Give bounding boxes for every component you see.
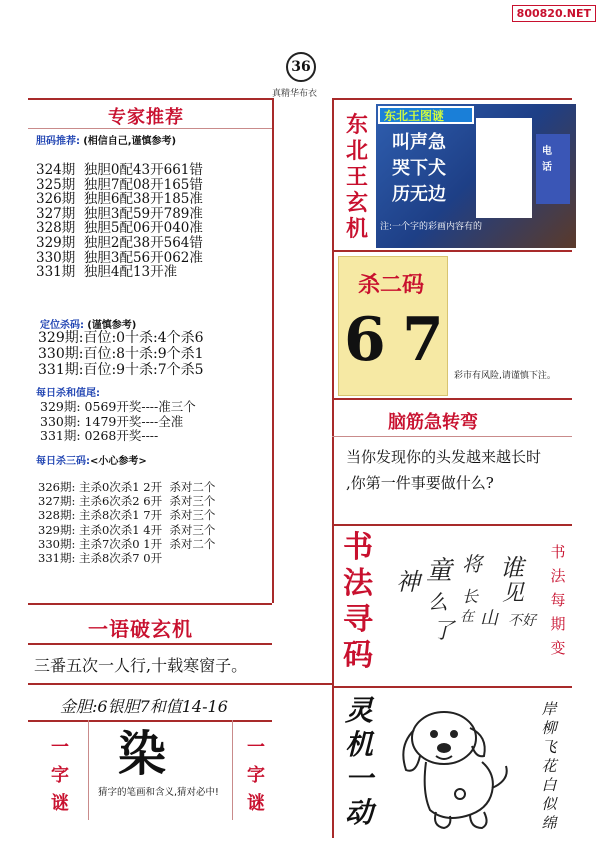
lingji-poem <box>538 700 560 833</box>
pos-header <box>40 316 136 331</box>
dan-note: (相信自己,谨慎参考) <box>83 136 177 147</box>
calligraphy-title-char: 寻 <box>343 602 373 637</box>
riddle-character: 染 <box>118 726 167 782</box>
dongbei-picture <box>376 104 576 248</box>
dongbei-char: 玄 <box>345 190 368 216</box>
script-char: 好 <box>522 613 536 629</box>
dongbei-vertical-title <box>344 112 370 242</box>
brain-question-line: ,你第一件事要做什么? <box>346 474 494 492</box>
side-char: 字 <box>247 765 265 786</box>
lingji-poem-char: 飞 <box>541 738 557 756</box>
daily-label: 每日杀和值尾: <box>36 388 100 399</box>
kill3-row: 328期: 主杀8次杀1 7开 杀对三个 <box>38 508 216 523</box>
lingji-poem-char: 绵 <box>541 814 557 832</box>
pos-label: 定位杀码: <box>40 320 84 331</box>
dongbei-note: 注:一个字的彩画内容有的 <box>380 222 483 232</box>
poem-line: 历无边 <box>392 184 446 205</box>
dongbei-char: 王 <box>345 164 368 190</box>
script-char: 长 <box>462 587 479 606</box>
daily-row: 330期: 1479开奖----全准 <box>40 413 184 429</box>
kill2-title: 杀二码 <box>358 272 425 298</box>
phone-char: 电 <box>542 146 552 157</box>
lingji-title <box>342 694 376 830</box>
side-char: 谜 <box>51 793 69 814</box>
poem-line: 叫声急 <box>392 132 446 153</box>
word-riddle-right <box>244 734 268 818</box>
kill3-header <box>36 452 147 467</box>
pos-list <box>38 330 204 378</box>
script-char: 神 <box>396 568 420 596</box>
daily-row: 329期: 0569开奖----准三个 <box>40 399 196 414</box>
script-char: 么 <box>428 590 448 614</box>
script-char: 谁 <box>500 554 524 582</box>
script-char: 见 <box>502 581 525 606</box>
riddle-hint: 猜字的笔画和含义,猜对必中! <box>98 787 219 798</box>
side-char: 谜 <box>247 793 265 814</box>
pos-row: 329期:百位:0十杀:4个杀6 <box>38 330 204 346</box>
lingji-char: 灵 <box>344 694 373 727</box>
dongbei-char: 机 <box>345 216 368 242</box>
pos-row: 330期:百位:8十杀:9个杀1 <box>38 346 204 362</box>
daily-list <box>40 400 196 444</box>
calligraphy-side-char: 变 <box>550 639 566 657</box>
side-char: 一 <box>51 737 69 758</box>
lingji-char: 动 <box>344 796 373 829</box>
dan-row: 330期 独胆3配56开062准 <box>36 249 203 266</box>
calligraphy-title-char: 法 <box>343 566 373 601</box>
kill3-note: <小心参考> <box>90 456 147 467</box>
dan-row: 331期 独胆4配13开准 <box>36 264 178 281</box>
dongbei-poem <box>392 130 446 208</box>
calligraphy-side-char: 期 <box>550 615 566 633</box>
calligraphy-title-char: 码 <box>343 638 373 673</box>
kill3-list <box>38 480 215 565</box>
dan-row: 327期 独胆3配59开789准 <box>36 205 203 222</box>
dan-row: 324期 独胆0配43开661错 <box>36 162 203 178</box>
script-char: 不 <box>508 613 522 629</box>
calligraphy-title <box>340 530 376 674</box>
pos-note: (谨慎参考) <box>87 320 137 331</box>
gold-silver-line: 金胆:6银胆7和值14-16 <box>60 697 228 716</box>
dan-list <box>36 163 203 280</box>
dongbei-char: 北 <box>345 138 368 164</box>
photo-white-block <box>476 118 532 218</box>
script-char: 在 <box>460 609 474 625</box>
expert-title: 专家推荐 <box>108 107 184 128</box>
logo-number: 36 <box>291 59 311 75</box>
dan-header <box>36 132 176 147</box>
dan-label: 胆码推荐: <box>36 136 80 147</box>
calligraphy-side-char: 每 <box>550 591 566 609</box>
lingji-poem-char: 白 <box>541 776 557 794</box>
brain-title: 脑筋急转弯 <box>388 412 478 433</box>
word-riddle-left <box>48 734 72 818</box>
site-watermark: 800820.NET <box>512 5 596 22</box>
phone-label <box>542 144 552 176</box>
phone-char: 话 <box>542 162 552 173</box>
brain-question-line: 当你发现你的头发越来越长时 <box>346 448 542 466</box>
dan-row: 326期 独胆6配38开185准 <box>36 191 203 208</box>
calligraphy-side <box>548 540 568 660</box>
lingji-char: 机 <box>344 728 373 761</box>
script-char: 童 <box>426 556 453 586</box>
kill2-digit: 6 <box>344 305 386 375</box>
brain-question <box>346 444 541 496</box>
calligraphy-side-char: 法 <box>550 567 566 585</box>
dongbei-char: 东 <box>345 112 368 138</box>
kill3-row: 330期: 主杀7次杀0 1开 杀对二个 <box>38 536 216 551</box>
lingji-char: 一 <box>344 762 373 795</box>
calligraphy-title-char: 书 <box>343 530 373 565</box>
kill3-row: 331期: 主杀8次杀7 0开 <box>38 551 163 566</box>
logo-emblem <box>286 52 316 82</box>
logo-caption: 真精华布衣 <box>272 89 318 99</box>
daily-row: 331期: 0268开奖---- <box>40 428 159 443</box>
side-char: 一 <box>247 737 265 758</box>
kill3-row: 329期: 主杀0次杀1 4开 杀对三个 <box>38 522 216 537</box>
script-char: 山 <box>480 608 498 629</box>
dongbei-banner-text: 东北王图谜 <box>384 109 445 123</box>
script-char: 将 <box>462 552 482 576</box>
lingji-poem-char: 柳 <box>541 719 557 737</box>
kill3-row: 327期: 主杀6次杀2 6开 杀对三个 <box>38 494 216 509</box>
kill3-row: 326期: 主杀0次杀1 2开 杀对二个 <box>38 480 216 494</box>
script-char: 了 <box>432 619 455 644</box>
side-char: 字 <box>51 765 69 786</box>
dan-row: 328期 独胆5配06开040准 <box>36 220 203 237</box>
kill3-label: 每日杀三码: <box>36 456 90 467</box>
poem-line: 哭下犬 <box>392 158 446 179</box>
lingji-poem-char: 花 <box>541 757 557 775</box>
dan-row: 325期 独胆7配08开165错 <box>36 176 203 193</box>
calligraphy-script <box>392 548 544 658</box>
lingji-poem-char: 似 <box>541 795 557 813</box>
dan-row: 329期 独胆2配38开564错 <box>36 234 203 251</box>
pos-row: 331期:百位:9十杀:7个杀5 <box>38 362 204 378</box>
riddle-line: 三番五次一人行,十载寒窗子。 <box>34 656 248 675</box>
lingji-poem-char: 岸 <box>541 700 557 718</box>
kill2-digit: 7 <box>402 305 444 375</box>
riddle-title: 一语破玄机 <box>88 617 193 641</box>
risk-warning: 彩市有风险,请谨慎下注。 <box>454 371 556 381</box>
puppy-illustration <box>396 700 526 840</box>
calligraphy-side-char: 书 <box>550 543 566 561</box>
